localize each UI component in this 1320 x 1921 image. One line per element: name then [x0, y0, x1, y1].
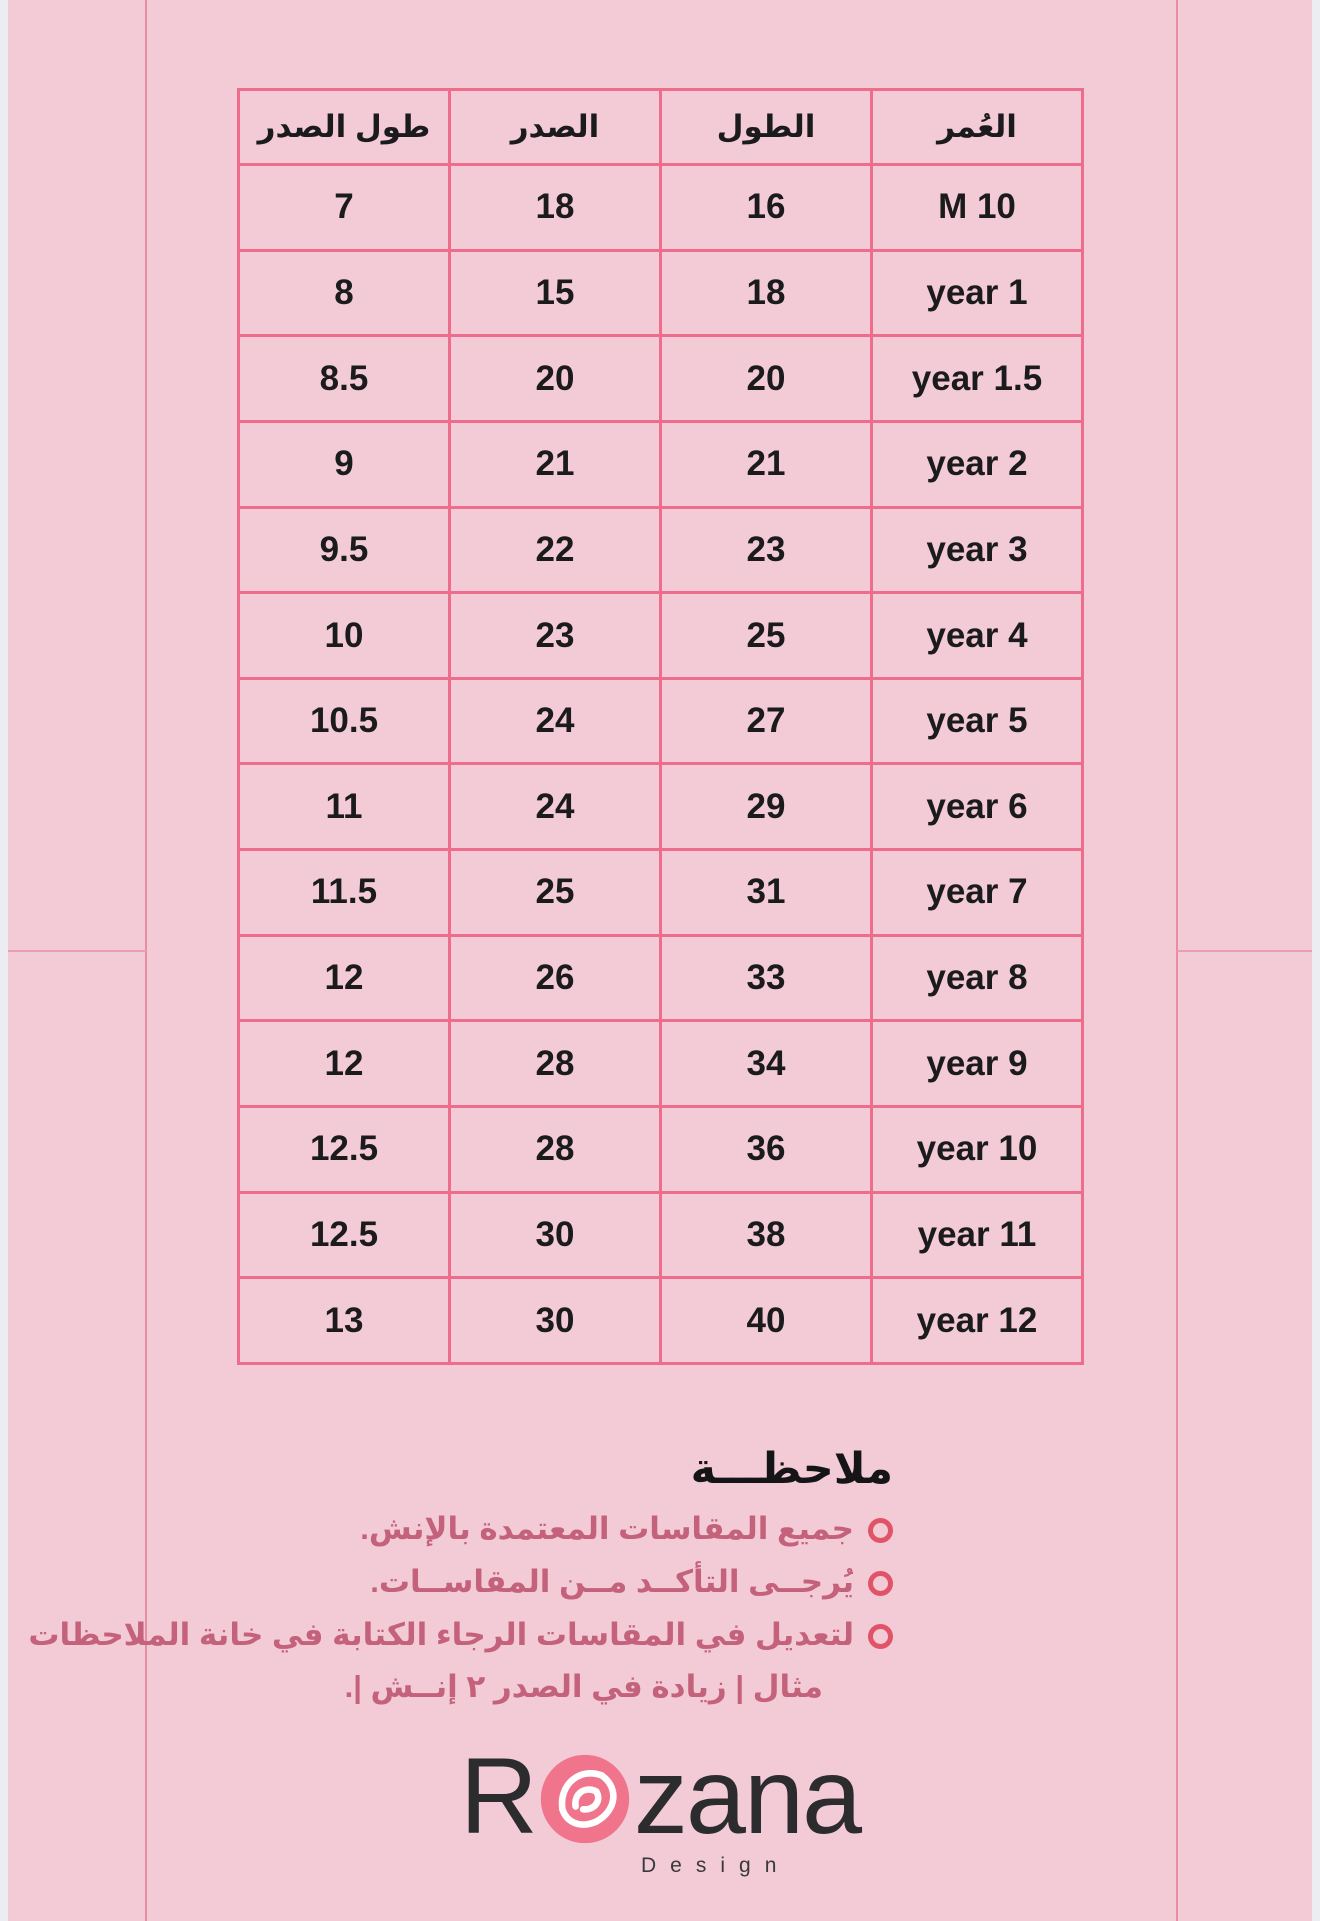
table-cell: 30 — [450, 1192, 661, 1278]
size-chart-table — [237, 88, 1084, 1365]
table-cell: 18 — [661, 250, 872, 336]
bullet-ring-icon — [868, 1624, 893, 1649]
table-cell: 1 year — [872, 250, 1083, 336]
note-item — [253, 1510, 893, 1548]
column-header: الصدر — [450, 90, 661, 165]
column-header: العُمر — [872, 90, 1083, 165]
brand-logo — [455, 1735, 865, 1878]
table-row — [239, 850, 1083, 936]
table-cell: 40 — [661, 1278, 872, 1364]
table-cell: 13 — [239, 1278, 450, 1364]
table-cell: 10 year — [872, 1107, 1083, 1193]
table-cell: 18 — [450, 165, 661, 251]
table-cell: 25 — [450, 850, 661, 936]
rose-icon — [538, 1752, 632, 1846]
table-cell: 29 — [661, 764, 872, 850]
table-cell: 9 year — [872, 1021, 1083, 1107]
note-item — [253, 1563, 893, 1601]
table-cell: 11 — [239, 764, 450, 850]
table-row — [239, 764, 1083, 850]
table-cell: 28 — [450, 1107, 661, 1193]
table-cell: 31 — [661, 850, 872, 936]
table-cell: 30 — [450, 1278, 661, 1364]
table-cell: 9 — [239, 421, 450, 507]
table-cell: 27 — [661, 678, 872, 764]
note-example-line: مثال | زيادة في الصدر ٢ إنــش |. — [344, 1669, 823, 1705]
table-row — [239, 421, 1083, 507]
table-cell: 24 — [450, 764, 661, 850]
table-row — [239, 1107, 1083, 1193]
table-cell: 8.5 — [239, 336, 450, 422]
table-cell: 16 — [661, 165, 872, 251]
pattern-guideline-horizontal-left — [8, 950, 146, 952]
table-cell: 21 — [661, 421, 872, 507]
table-cell: 4 year — [872, 593, 1083, 679]
column-header: الطول — [661, 90, 872, 165]
table-cell: 8 year — [872, 935, 1083, 1021]
table-row — [239, 1192, 1083, 1278]
table-row — [239, 1278, 1083, 1364]
table-cell: 12 — [239, 1021, 450, 1107]
size-table-body — [239, 165, 1083, 1364]
table-cell: 10.5 — [239, 678, 450, 764]
table-row — [239, 165, 1083, 251]
table-cell: 7 year — [872, 850, 1083, 936]
column-header: طول الصدر — [239, 90, 450, 165]
logo-text-start: R — [459, 1735, 536, 1856]
table-cell: 7 — [239, 165, 450, 251]
table-cell: 25 — [661, 593, 872, 679]
table-cell: 28 — [450, 1021, 661, 1107]
table-cell: 11.5 — [239, 850, 450, 936]
table-cell: 10 M — [872, 165, 1083, 251]
table-row — [239, 935, 1083, 1021]
table-cell: 6 year — [872, 764, 1083, 850]
table-row — [239, 593, 1083, 679]
table-cell: 20 — [661, 336, 872, 422]
table-cell: 8 — [239, 250, 450, 336]
pattern-guideline-horizontal-right — [1177, 950, 1312, 952]
table-cell: 23 — [450, 593, 661, 679]
table-cell: 15 — [450, 250, 661, 336]
table-cell: 12 — [239, 935, 450, 1021]
table-cell: 10 — [239, 593, 450, 679]
note-text: لتعديل في المقاسات الرجاء الكتابة في خانة الملاحظات — [28, 1616, 854, 1652]
notes-section — [28, 1444, 893, 1706]
size-table-head-row — [239, 90, 1083, 165]
table-cell: 24 — [450, 678, 661, 764]
table-cell: 22 — [450, 507, 661, 593]
table-cell: 2 year — [872, 421, 1083, 507]
logo-subtitle: Design — [641, 1854, 791, 1877]
table-cell: 33 — [661, 935, 872, 1021]
bullet-ring-icon — [868, 1518, 893, 1543]
table-row — [239, 250, 1083, 336]
table-cell: 5 year — [872, 678, 1083, 764]
note-text: يُرجــى التأكــد مــن المقاســات. — [370, 1563, 854, 1599]
table-cell: 26 — [450, 935, 661, 1021]
table-cell: 23 — [661, 507, 872, 593]
table-cell: 20 — [450, 336, 661, 422]
note-item — [28, 1616, 893, 1654]
logo-text-end: zana — [633, 1735, 861, 1856]
table-row — [239, 336, 1083, 422]
brand-logo-wordmark — [455, 1735, 865, 1856]
table-row — [239, 507, 1083, 593]
notes-list — [28, 1510, 893, 1653]
pattern-guideline-vertical-right — [1176, 0, 1178, 1921]
table-cell: 12 year — [872, 1278, 1083, 1364]
table-cell: 1.5 year — [872, 336, 1083, 422]
table-cell: 12.5 — [239, 1107, 450, 1193]
table-cell: 11 year — [872, 1192, 1083, 1278]
table-row — [239, 1021, 1083, 1107]
table-row — [239, 678, 1083, 764]
table-cell: 36 — [661, 1107, 872, 1193]
bullet-ring-icon — [868, 1571, 893, 1596]
notes-heading: ملاحظـــة — [690, 1445, 893, 1493]
note-text: جميع المقاسات المعتمدة بالإنش. — [360, 1511, 854, 1546]
table-cell: 12.5 — [239, 1192, 450, 1278]
table-cell: 9.5 — [239, 507, 450, 593]
table-cell: 21 — [450, 421, 661, 507]
table-cell: 38 — [661, 1192, 872, 1278]
table-cell: 34 — [661, 1021, 872, 1107]
table-cell: 3 year — [872, 507, 1083, 593]
